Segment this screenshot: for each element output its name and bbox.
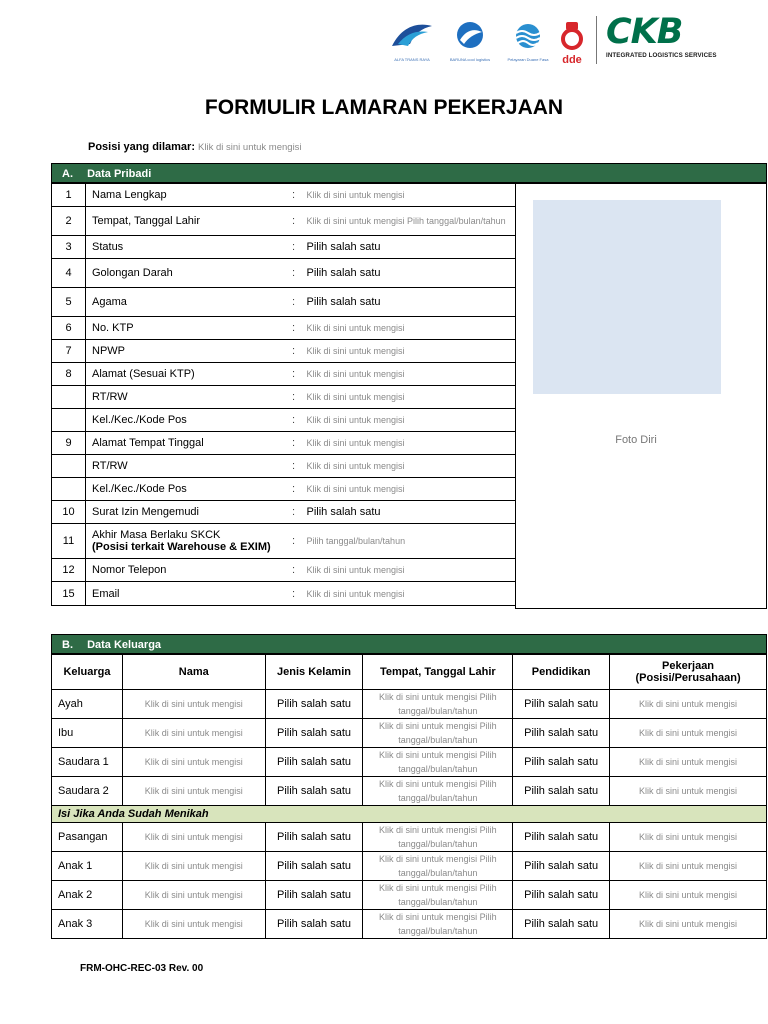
- family-dob-input[interactable]: [363, 719, 513, 748]
- dde-logo: [556, 20, 588, 64]
- ckb-logo-tagline: INTEGRATED LOGISTICS SERVICES: [606, 52, 717, 59]
- ckb-logo: [606, 14, 742, 66]
- family-education-dropdown[interactable]: Pilih salah satu: [513, 852, 610, 881]
- row-number: 9: [52, 432, 86, 455]
- field-colon: :: [287, 501, 301, 524]
- personal-row: [52, 455, 516, 478]
- family-table-header: [52, 655, 767, 690]
- field-label: Alamat Tempat Tinggal: [92, 437, 204, 449]
- field-label-cell: [86, 288, 287, 317]
- family-row: [52, 748, 767, 777]
- field-value-cell: [301, 259, 516, 288]
- family-name-input[interactable]: Klik di sini untuk mengisi: [122, 823, 265, 852]
- header-logos: [388, 14, 742, 66]
- position-applied-label: Posisi yang dilamar:: [88, 141, 195, 153]
- field-value-cell: [301, 317, 516, 340]
- family-row: [52, 690, 767, 719]
- family-row: [52, 823, 767, 852]
- field-input[interactable]: Klik di sini untuk mengisi: [306, 369, 405, 379]
- section-b-letter: B.: [62, 639, 73, 651]
- family-dob-line2: tanggal/bulan/tahun: [398, 868, 478, 878]
- family-education-dropdown[interactable]: Pilih salah satu: [513, 823, 610, 852]
- family-gender-dropdown[interactable]: Pilih salah satu: [265, 748, 363, 777]
- personal-row: [52, 317, 516, 340]
- field-label: NPWP: [92, 345, 125, 357]
- field-label: Nomor Telepon: [92, 564, 167, 576]
- married-note-row: [52, 806, 767, 823]
- field-value-cell: [301, 478, 516, 501]
- field-value-cell: [301, 524, 516, 559]
- family-name-input[interactable]: Klik di sini untuk mengisi: [122, 910, 265, 939]
- field-value-cell: [301, 386, 516, 409]
- field-dropdown[interactable]: Pilih salah satu: [306, 241, 381, 253]
- family-relation: Anak 2: [52, 881, 123, 910]
- row-number: 15: [52, 582, 86, 606]
- field-input[interactable]: Klik di sini untuk mengisi: [306, 565, 405, 575]
- family-name-input[interactable]: Klik di sini untuk mengisi: [122, 852, 265, 881]
- field-label: Golongan Darah: [92, 267, 173, 279]
- field-label-cell: [86, 432, 287, 455]
- personal-row: [52, 236, 516, 259]
- family-occupation-input[interactable]: Klik di sini untuk mengisi: [610, 719, 767, 748]
- family-gender-dropdown[interactable]: Pilih salah satu: [265, 719, 363, 748]
- family-occupation-input[interactable]: Klik di sini untuk mengisi: [610, 777, 767, 806]
- field-dropdown[interactable]: Pilih salah satu: [306, 506, 381, 518]
- field-dropdown[interactable]: Pilih salah satu: [306, 296, 381, 308]
- field-value-cell: [301, 363, 516, 386]
- family-relation: Ibu: [52, 719, 123, 748]
- row-number: [52, 478, 86, 501]
- field-colon: :: [287, 386, 301, 409]
- personal-row: [52, 432, 516, 455]
- field-input[interactable]: Klik di sini untuk mengisi: [306, 461, 405, 471]
- field-input[interactable]: Klik di sini untuk mengisi: [306, 392, 405, 402]
- position-applied-input[interactable]: Klik di sini untuk mengisi: [198, 142, 302, 153]
- field-label: Agama: [92, 296, 127, 308]
- row-number: 3: [52, 236, 86, 259]
- field-colon: :: [287, 409, 301, 432]
- field-label: Kel./Kec./Kode Pos: [92, 414, 187, 426]
- col-header-nama: Nama: [122, 655, 265, 690]
- family-education-dropdown[interactable]: Pilih salah satu: [513, 690, 610, 719]
- family-row: [52, 852, 767, 881]
- family-row: [52, 777, 767, 806]
- family-occupation-input[interactable]: Klik di sini untuk mengisi: [610, 823, 767, 852]
- pelayaran-logo: [505, 22, 551, 64]
- family-name-input[interactable]: Klik di sini untuk mengisi: [122, 881, 265, 910]
- field-label-cell: [86, 317, 287, 340]
- field-label-cell: [86, 559, 287, 582]
- pelayaran-logo-text: Pelayaran Duane Fasa: [507, 57, 549, 62]
- section-b-header: [51, 634, 767, 654]
- family-education-dropdown[interactable]: Pilih salah satu: [513, 777, 610, 806]
- family-relation: Anak 3: [52, 910, 123, 939]
- family-dob-line1: Klik di sini untuk mengisi Pilih: [379, 854, 497, 864]
- row-number: [52, 409, 86, 432]
- field-colon: :: [287, 455, 301, 478]
- row-number: 12: [52, 559, 86, 582]
- family-gender-dropdown[interactable]: Pilih salah satu: [265, 690, 363, 719]
- family-relation: Saudara 2: [52, 777, 123, 806]
- personal-row: [52, 478, 516, 501]
- field-input[interactable]: Klik di sini untuk mengisi: [306, 484, 405, 494]
- family-dob-input[interactable]: [363, 690, 513, 719]
- field-input[interactable]: Klik di sini untuk mengisi: [306, 588, 405, 599]
- family-dob-input[interactable]: [363, 748, 513, 777]
- family-occupation-input[interactable]: Klik di sini untuk mengisi: [610, 852, 767, 881]
- field-input[interactable]: Pilih tanggal/bulan/tahun: [306, 536, 406, 546]
- personal-row: [52, 501, 516, 524]
- field-label-cell: [86, 478, 287, 501]
- field-colon: :: [287, 582, 301, 606]
- field-value-cell: [301, 184, 516, 207]
- family-row: [52, 881, 767, 910]
- row-number: 7: [52, 340, 86, 363]
- section-a-title: Data Pribadi: [87, 168, 152, 180]
- personal-row: [52, 582, 516, 606]
- family-name-input[interactable]: Klik di sini untuk mengisi: [122, 690, 265, 719]
- family-dob-input[interactable]: [363, 910, 513, 939]
- col-header-pendidikan: Pendidikan: [513, 655, 610, 690]
- photo-box: [515, 183, 767, 609]
- row-number: [52, 455, 86, 478]
- field-colon: :: [287, 340, 301, 363]
- field-label: Tempat, Tanggal Lahir: [92, 215, 201, 227]
- personal-row: [52, 340, 516, 363]
- family-dob-line2: tanggal/bulan/tahun: [398, 926, 478, 936]
- personal-row: [52, 524, 516, 559]
- field-label-cell: [86, 259, 287, 288]
- family-name-input[interactable]: Klik di sini untuk mengisi: [122, 719, 265, 748]
- family-dob-line2: tanggal/bulan/tahun: [398, 793, 478, 803]
- personal-row: [52, 207, 516, 236]
- field-value-cell: [301, 432, 516, 455]
- family-dob-line2: tanggal/bulan/tahun: [398, 735, 478, 745]
- alfa-trans-raya-logo: [388, 20, 436, 64]
- col-header-jenis-kelamin: Jenis Kelamin: [265, 655, 363, 690]
- field-label-cell: [86, 386, 287, 409]
- page-title: FORMULIR LAMARAN PEKERJAAN: [204, 96, 564, 119]
- field-input[interactable]: Klik di sini untuk mengisi: [306, 346, 405, 356]
- family-dob-line1: Klik di sini untuk mengisi Pilih: [379, 750, 497, 760]
- field-colon: :: [287, 236, 301, 259]
- field-colon: :: [287, 207, 301, 236]
- field-label: RT/RW: [92, 391, 128, 403]
- personal-row: [52, 559, 516, 582]
- family-row: [52, 910, 767, 939]
- section-a-header: [51, 163, 767, 183]
- family-relation: Saudara 1: [52, 748, 123, 777]
- field-colon: :: [287, 259, 301, 288]
- field-value-cell: [301, 207, 516, 236]
- personal-row: [52, 184, 516, 207]
- family-gender-dropdown[interactable]: Pilih salah satu: [265, 881, 363, 910]
- family-education-dropdown[interactable]: Pilih salah satu: [513, 881, 610, 910]
- col-header-pekerjaan: [610, 655, 767, 690]
- family-occupation-input[interactable]: Klik di sini untuk mengisi: [610, 748, 767, 777]
- family-row: [52, 719, 767, 748]
- family-name-input[interactable]: Klik di sini untuk mengisi: [122, 748, 265, 777]
- family-occupation-input[interactable]: Klik di sini untuk mengisi: [610, 910, 767, 939]
- field-colon: :: [287, 432, 301, 455]
- field-label: Status: [92, 241, 124, 253]
- personal-data-table: [51, 183, 516, 606]
- field-value-cell: [301, 455, 516, 478]
- family-dob-line1: Klik di sini untuk mengisi Pilih: [379, 912, 497, 922]
- family-education-dropdown[interactable]: Pilih salah satu: [513, 748, 610, 777]
- family-gender-dropdown[interactable]: Pilih salah satu: [265, 852, 363, 881]
- field-label-cell: [86, 409, 287, 432]
- family-dob-line2: tanggal/bulan/tahun: [398, 764, 478, 774]
- field-label-cell: [86, 363, 287, 386]
- field-label: Kel./Kec./Kode Pos: [92, 483, 187, 495]
- family-dob-line1: Klik di sini untuk mengisi Pilih: [379, 883, 497, 893]
- ckb-logo-word: CKB: [606, 12, 683, 52]
- baruna-globe-icon: [442, 20, 498, 52]
- col-header-keluarga: Keluarga: [52, 655, 123, 690]
- field-colon: :: [287, 184, 301, 207]
- personal-row: [52, 386, 516, 409]
- field-label: No. KTP: [92, 322, 134, 334]
- field-dropdown[interactable]: Pilih salah satu: [306, 267, 381, 279]
- field-label-cell: [86, 524, 287, 559]
- family-dob-line1: Klik di sini untuk mengisi Pilih: [379, 721, 497, 731]
- personal-row: [52, 363, 516, 386]
- field-label-cell: [86, 207, 287, 236]
- field-input[interactable]: Klik di sini untuk mengisi: [306, 415, 405, 425]
- field-input[interactable]: Klik di sini untuk mengisi: [306, 438, 405, 448]
- married-note: Isi Jika Anda Sudah Menikah: [52, 806, 767, 823]
- field-value-cell: [301, 409, 516, 432]
- family-dob-line1: Klik di sini untuk mengisi Pilih: [379, 825, 497, 835]
- field-label: Email: [92, 587, 120, 600]
- family-dob-line2: tanggal/bulan/tahun: [398, 897, 478, 907]
- row-number: 1: [52, 184, 86, 207]
- row-number: [52, 386, 86, 409]
- field-label: Akhir Masa Berlaku SKCK: [92, 529, 221, 541]
- family-data-table: [51, 654, 767, 939]
- field-label-note: (Posisi terkait Warehouse & EXIM): [92, 541, 271, 553]
- logo-divider: [596, 16, 597, 64]
- field-label-cell: [86, 582, 287, 606]
- family-gender-dropdown[interactable]: Pilih salah satu: [265, 910, 363, 939]
- field-value-cell: [301, 501, 516, 524]
- row-number: 5: [52, 288, 86, 317]
- personal-row: [52, 288, 516, 317]
- field-label-cell: [86, 236, 287, 259]
- field-input[interactable]: Klik di sini untuk mengisi: [306, 190, 405, 200]
- family-dob-input[interactable]: [363, 823, 513, 852]
- field-input[interactable]: Klik di sini untuk mengisi Pilih tanggal/bulan/tahun: [306, 216, 506, 226]
- field-colon: :: [287, 478, 301, 501]
- family-dob-line2: tanggal/bulan/tahun: [398, 706, 478, 716]
- field-colon: :: [287, 288, 301, 317]
- family-gender-dropdown[interactable]: Pilih salah satu: [265, 777, 363, 806]
- field-input[interactable]: Klik di sini untuk mengisi: [306, 323, 405, 333]
- family-dob-input[interactable]: [363, 881, 513, 910]
- family-dob-line1: Klik di sini untuk mengisi Pilih: [379, 779, 497, 789]
- field-value-cell: [301, 340, 516, 363]
- field-colon: :: [287, 559, 301, 582]
- personal-row: [52, 259, 516, 288]
- field-value-cell: [301, 559, 516, 582]
- section-a-letter: A.: [62, 168, 73, 180]
- family-relation: Pasangan: [52, 823, 123, 852]
- baruna-logo-text: BARUNA cool logistics: [449, 57, 491, 62]
- dde-logo-text: dde: [562, 54, 582, 66]
- field-value-cell: [301, 288, 516, 317]
- family-dob-input[interactable]: [363, 777, 513, 806]
- family-education-dropdown[interactable]: Pilih salah satu: [513, 910, 610, 939]
- family-relation: Ayah: [52, 690, 123, 719]
- row-number: 8: [52, 363, 86, 386]
- photo-label: Foto Diri: [615, 434, 657, 446]
- col-header-pekerjaan-line1: Pekerjaan: [662, 660, 715, 672]
- form-code: FRM-OHC-REC-03 Rev. 00: [80, 963, 204, 974]
- field-label-cell: [86, 501, 287, 524]
- row-number: 10: [52, 501, 86, 524]
- family-dob-line2: tanggal/bulan/tahun: [398, 839, 478, 849]
- field-value-cell: [301, 582, 516, 606]
- row-number: 6: [52, 317, 86, 340]
- dde-mark-icon: [556, 20, 588, 50]
- family-dob-line1: Klik di sini untuk mengisi Pilih: [379, 692, 497, 702]
- col-header-ttl: Tempat, Tanggal Lahir: [363, 655, 513, 690]
- pelayaran-wave-icon: [505, 22, 551, 52]
- field-label: Surat Izin Mengemudi: [92, 506, 199, 518]
- family-occupation-input[interactable]: Klik di sini untuk mengisi: [610, 690, 767, 719]
- field-colon: :: [287, 363, 301, 386]
- family-education-dropdown[interactable]: Pilih salah satu: [513, 719, 610, 748]
- position-applied-field: [88, 141, 302, 153]
- field-colon: :: [287, 524, 301, 559]
- field-colon: :: [287, 317, 301, 340]
- family-dob-input[interactable]: [363, 852, 513, 881]
- family-relation: Anak 1: [52, 852, 123, 881]
- alfa-logo-text: ALFA TRANS RAYA: [394, 57, 430, 62]
- row-number: 4: [52, 259, 86, 288]
- col-header-pekerjaan-line2: (Posisi/Perusahaan): [635, 672, 741, 684]
- field-label: Alamat (Sesuai KTP): [92, 368, 195, 380]
- family-gender-dropdown[interactable]: Pilih salah satu: [265, 823, 363, 852]
- field-label-cell: [86, 184, 287, 207]
- row-number: 11: [52, 524, 86, 559]
- field-label-cell: [86, 340, 287, 363]
- personal-row: [52, 409, 516, 432]
- field-value-cell: [301, 236, 516, 259]
- alfa-bird-icon: [388, 20, 436, 52]
- baruna-logo: [442, 20, 498, 64]
- family-occupation-input[interactable]: Klik di sini untuk mengisi: [610, 881, 767, 910]
- family-name-input[interactable]: Klik di sini untuk mengisi: [122, 777, 265, 806]
- photo-placeholder[interactable]: [533, 200, 721, 394]
- section-b-title: Data Keluarga: [87, 639, 162, 651]
- field-label-cell: [86, 455, 287, 478]
- field-label: Nama Lengkap: [92, 189, 167, 201]
- row-number: 2: [52, 207, 86, 236]
- field-label: RT/RW: [92, 460, 128, 472]
